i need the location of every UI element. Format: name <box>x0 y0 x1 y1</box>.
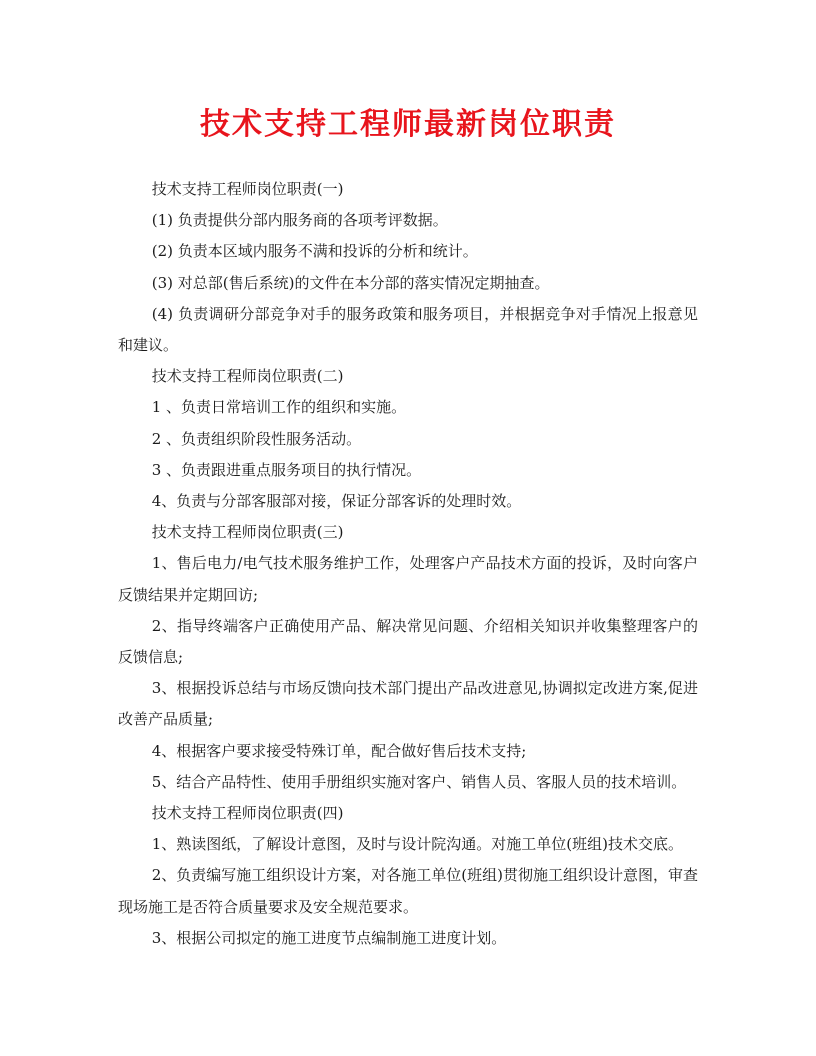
section-heading: 技术支持工程师岗位职责(三) <box>151 523 344 542</box>
paragraph: 3 、负责跟进重点服务项目的执行情况。 <box>151 460 422 479</box>
section-heading: 技术支持工程师岗位职责(二) <box>151 367 344 386</box>
paragraph: 3、根据投诉总结与市场反馈向技术部门提出产品改进意见,协调拟定改进方案,促进改善产品质量; <box>118 679 698 729</box>
paragraph: 1 、负责日常培训工作的组织和实施。 <box>151 398 407 417</box>
section-heading: 技术支持工程师岗位职责(四) <box>151 804 344 823</box>
paragraph: 2、指导终端客户正确使用产品、解决常见问题、介绍相关知识并收集整理客户的反馈信息; <box>118 616 698 667</box>
section-heading: 技术支持工程师岗位职责(一) <box>151 180 344 198</box>
paragraph: (1) 负责提供分部内服务商的各项考评数据。 <box>151 211 448 230</box>
paragraph: 3、根据公司拟定的施工进度节点编制施工进度计划。 <box>151 928 507 947</box>
paragraph: (4) 负责调研分部竞争对手的服务政策和服务项目，并根据竞争对手情况上报意见和建议。 <box>118 304 698 355</box>
paragraph: 2、负责编写施工组织设计方案，对各施工单位(班组)贯彻施工组织设计意图，审查现场施工是否符合质量要求及安全规范要求。 <box>118 866 699 916</box>
paragraph: (2) 负责本区域内服务不满和投诉的分析和统计。 <box>151 242 478 261</box>
paragraph: (3) 对总部(售后系统)的文件在本分部的落实情况定期抽查。 <box>151 273 550 292</box>
paragraph: 1、熟读图纸，了解设计意图，及时与设计院沟通。对施工单位(班组)技术交底。 <box>151 835 684 854</box>
paragraph: 4、负责与分部客服部对接，保证分部客诉的处理时效。 <box>151 492 522 511</box>
paragraph: 2 、负责组织阶段性服务活动。 <box>151 429 362 448</box>
document-title: 技术支持工程师最新岗位职责 <box>200 107 616 142</box>
paragraph: 5、结合产品特性、使用手册组织实施对客户、销售人员、客服人员的技术培训。 <box>151 772 687 791</box>
paragraph: 1、售后电力/电气技术服务维护工作，处理客户产品技术方面的投诉，及时向客户反馈结果并定期回访; <box>118 554 698 604</box>
paragraph: 4、根据客户要求接受特殊订单，配合做好售后技术支持; <box>151 741 527 760</box>
document-body <box>118 174 698 954</box>
